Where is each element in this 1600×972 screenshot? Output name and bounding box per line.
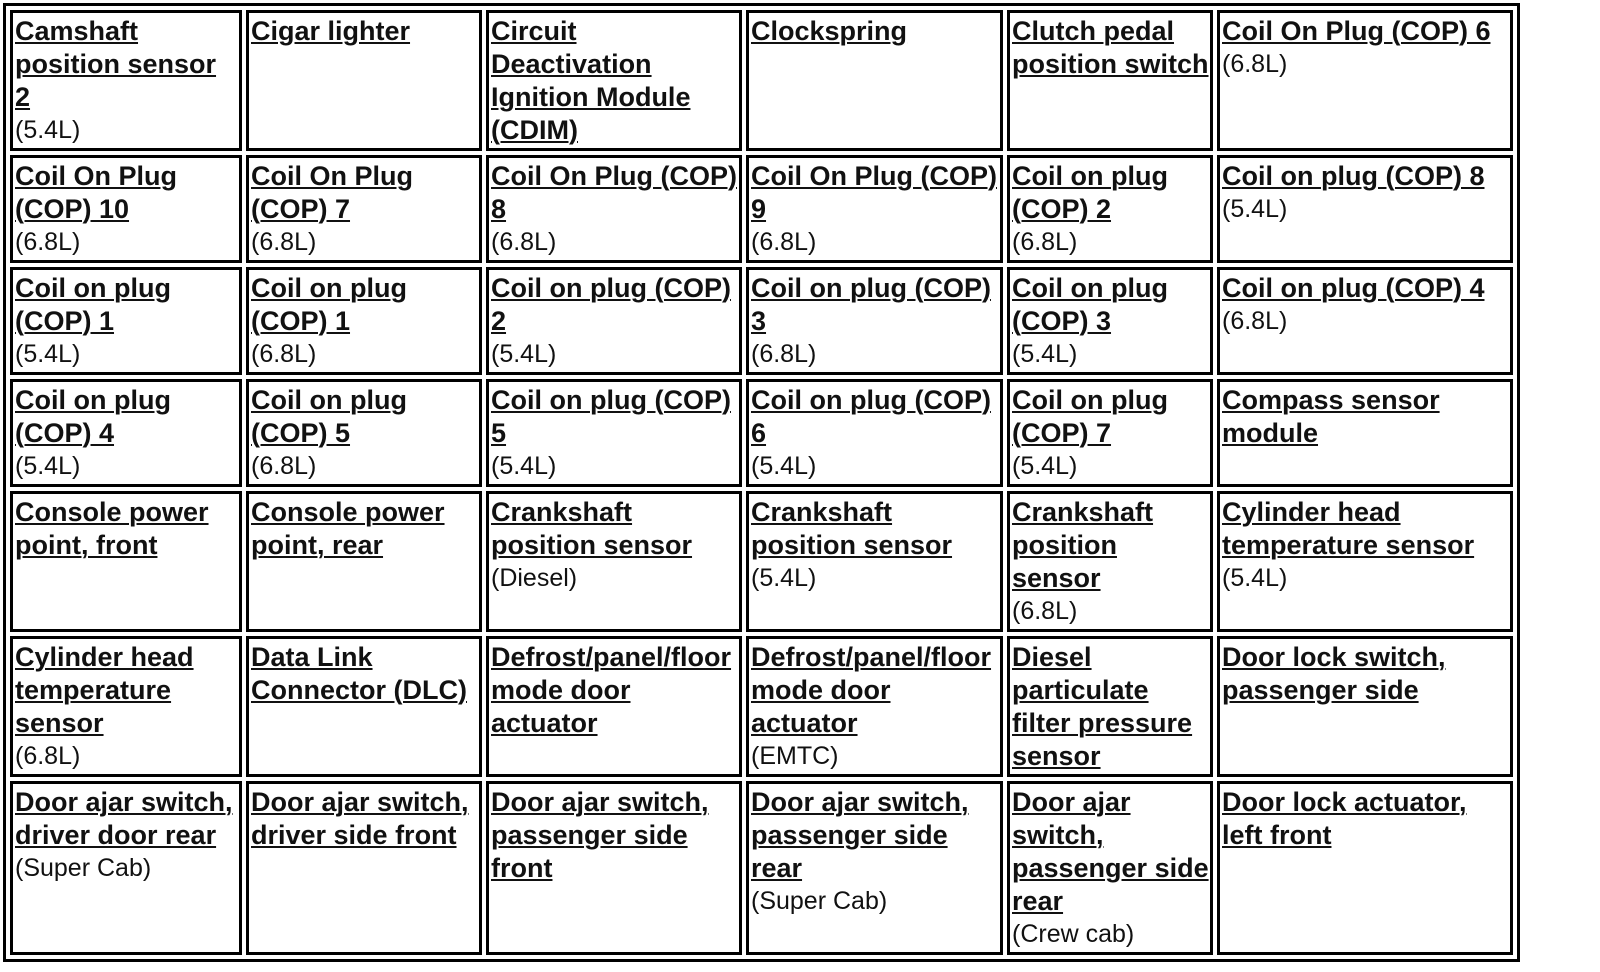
component-link[interactable]: Coil on plug (COP) 1 (251, 273, 407, 336)
engine-variant-note: (6.8L) (751, 340, 817, 368)
table-row (10, 379, 1513, 487)
component-link[interactable]: Coil on plug (COP) 1 (15, 273, 171, 336)
component-link[interactable]: Crankshaft position sensor (751, 497, 953, 560)
component-link[interactable]: Coil on plug (COP) 8 (1222, 161, 1485, 191)
table-cell (1007, 267, 1213, 375)
table-cell (246, 781, 482, 955)
engine-variant-note: (5.4L) (15, 116, 81, 144)
table-cell (10, 10, 242, 151)
table-cell (486, 491, 742, 632)
table-cell (1217, 155, 1513, 263)
table-row (10, 267, 1513, 375)
engine-variant-note: (5.4L) (751, 452, 817, 480)
table-cell (10, 379, 242, 487)
component-link[interactable]: Crankshaft position sensor (491, 497, 693, 560)
engine-variant-note: (6.8L) (251, 340, 317, 368)
table-cell (1007, 491, 1213, 632)
table-cell (10, 155, 242, 263)
engine-variant-note: (Super Cab) (15, 854, 152, 882)
engine-variant-note: (5.4L) (15, 340, 81, 368)
table-row (10, 10, 1513, 151)
table-row (10, 636, 1513, 777)
table-cell (1007, 379, 1213, 487)
table-row (10, 155, 1513, 263)
component-link[interactable]: Coil on plug (COP) 6 (751, 385, 991, 448)
engine-variant-note: (6.8L) (1012, 228, 1078, 256)
component-link[interactable]: Console power point, rear (251, 497, 445, 560)
component-link[interactable]: Coil on plug (COP) 2 (491, 273, 731, 336)
component-link[interactable]: Coil on plug (COP) 7 (1012, 385, 1168, 448)
component-link[interactable]: Data Link Connector (DLC) (251, 642, 467, 705)
component-link[interactable]: Coil on plug (COP) 2 (1012, 161, 1168, 224)
table-row (10, 491, 1513, 632)
component-link[interactable]: Coil on plug (COP) 3 (1012, 273, 1168, 336)
table-cell (1217, 267, 1513, 375)
table-cell (246, 379, 482, 487)
engine-variant-note: (5.4L) (491, 452, 557, 480)
component-link[interactable]: Defrost/panel/floor mode door actuator (751, 642, 992, 738)
component-link[interactable]: Coil on plug (COP) 4 (1222, 273, 1485, 303)
table-cell (246, 636, 482, 777)
engine-variant-note: (5.4L) (1222, 564, 1288, 592)
component-link[interactable]: Door ajar switch, passenger side rear (751, 787, 969, 883)
component-link[interactable]: Door ajar switch, driver door rear (15, 787, 233, 850)
engine-variant-note: (5.4L) (15, 452, 81, 480)
component-link[interactable]: Door ajar switch, driver side front (251, 787, 469, 850)
engine-variant-note: (Super Cab) (751, 887, 888, 915)
component-link[interactable]: Coil On Plug (COP) 10 (15, 161, 177, 224)
table-cell (246, 10, 482, 151)
engine-variant-note: (Diesel) (491, 564, 578, 592)
component-link[interactable]: Door ajar switch, passenger side rear (1012, 787, 1209, 916)
component-link[interactable]: Camshaft position sensor 2 (15, 16, 217, 112)
table-cell (1217, 10, 1513, 151)
component-table (3, 3, 1520, 962)
table-cell (486, 10, 742, 151)
engine-variant-note: (6.8L) (1222, 50, 1288, 78)
component-link[interactable]: Clutch pedal position switch (1012, 16, 1209, 79)
table-cell (1007, 781, 1213, 955)
table-cell (1217, 491, 1513, 632)
table-cell (1007, 155, 1213, 263)
table-cell (246, 267, 482, 375)
component-link[interactable]: Diesel particulate filter pressure sensor (1012, 642, 1193, 771)
engine-variant-note: (6.8L) (1222, 307, 1288, 335)
component-link[interactable]: Coil on plug (COP) 4 (15, 385, 171, 448)
table-cell (746, 491, 1003, 632)
engine-variant-note: (6.8L) (251, 452, 317, 480)
engine-variant-note: (6.8L) (491, 228, 557, 256)
engine-variant-note: (EMTC) (751, 742, 839, 770)
table-cell (10, 267, 242, 375)
engine-variant-note: (5.4L) (1012, 340, 1078, 368)
table-cell (746, 379, 1003, 487)
component-link[interactable]: Cigar lighter (251, 16, 411, 46)
component-link[interactable]: Coil on plug (COP) 5 (251, 385, 407, 448)
table-cell (746, 781, 1003, 955)
engine-variant-note: (6.8L) (15, 228, 81, 256)
component-link[interactable]: Door lock actuator, left front (1222, 787, 1467, 850)
engine-variant-note: (5.4L) (491, 340, 557, 368)
component-link[interactable]: Door ajar switch, passenger side front (491, 787, 709, 883)
component-link[interactable]: Coil on plug (COP) 5 (491, 385, 731, 448)
engine-variant-note: (6.8L) (15, 742, 81, 770)
table-cell (1007, 636, 1213, 777)
table-cell (246, 491, 482, 632)
engine-variant-note: (5.4L) (751, 564, 817, 592)
table-cell (10, 491, 242, 632)
table-cell (486, 267, 742, 375)
engine-variant-note: (6.8L) (251, 228, 317, 256)
table-cell (10, 636, 242, 777)
component-link[interactable]: Crankshaft position sensor (1012, 497, 1154, 593)
table-cell (746, 636, 1003, 777)
engine-variant-note: (5.4L) (1012, 452, 1078, 480)
table-cell (1217, 781, 1513, 955)
table-cell (246, 155, 482, 263)
table-cell (1217, 379, 1513, 487)
component-link[interactable]: Compass sensor module (1222, 385, 1440, 448)
table-cell (746, 155, 1003, 263)
component-link[interactable]: Coil on plug (COP) 3 (751, 273, 991, 336)
table-cell (746, 10, 1003, 151)
table-cell (10, 781, 242, 955)
component-link[interactable]: Cylinder head temperature sensor (15, 642, 194, 738)
component-link[interactable]: Coil On Plug (COP) 9 (751, 161, 997, 224)
component-link[interactable]: Clockspring (751, 16, 908, 46)
table-cell (486, 781, 742, 955)
table-cell (486, 155, 742, 263)
table-cell (746, 267, 1003, 375)
component-link[interactable]: Defrost/panel/floor mode door actuator (491, 642, 732, 738)
component-link[interactable]: Cylinder head temperature sensor (1222, 497, 1475, 560)
component-link[interactable]: Circuit Deactivation Ignition Module (CDIM) (491, 16, 691, 145)
engine-variant-note: (Crew cab) (1012, 920, 1135, 948)
component-link[interactable]: Door lock switch, passenger side (1222, 642, 1446, 705)
engine-variant-note: (6.8L) (751, 228, 817, 256)
table-cell (1007, 10, 1213, 151)
engine-variant-note: (6.8L) (1012, 597, 1078, 625)
table-cell (486, 636, 742, 777)
component-link[interactable]: Console power point, front (15, 497, 209, 560)
table-cell (486, 379, 742, 487)
engine-variant-note: (5.4L) (1222, 195, 1288, 223)
component-link[interactable]: Coil On Plug (COP) 6 (1222, 16, 1491, 46)
component-link[interactable]: Coil On Plug (COP) 8 (491, 161, 737, 224)
table-cell (1217, 636, 1513, 777)
component-link[interactable]: Coil On Plug (COP) 7 (251, 161, 413, 224)
table-row (10, 781, 1513, 955)
